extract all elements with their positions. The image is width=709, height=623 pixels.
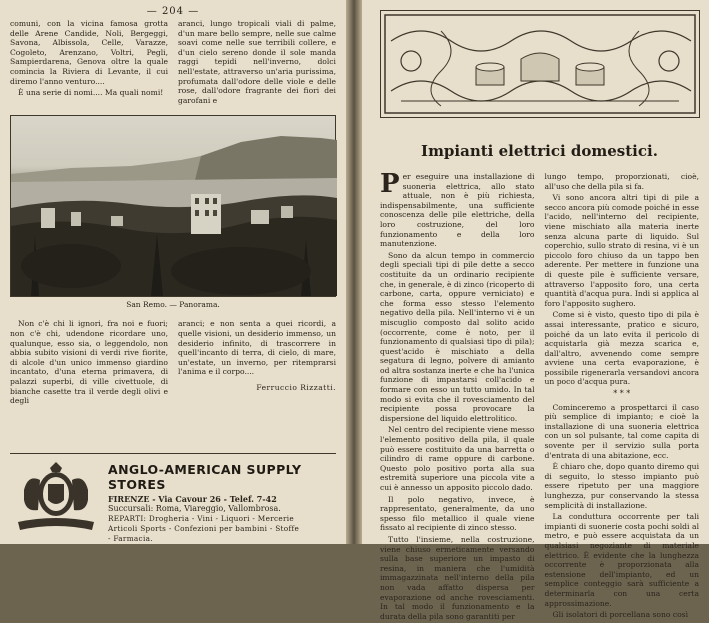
text-column-1 — [10, 319, 168, 407]
paragraph: Tutto l'insieme, nella costruzione, viene chiuso ermeticamente versando sulla base superiore un impasto di resina, in maniera che l'umidità immagazzinata nell'interno della pila non vada affatto dispersa per evaporazione od anche rovesciamenti. In tal modo il funzionamento e la durata della pila sono garantiti per — [380, 534, 535, 621]
paragraph: Come si è visto, questo tipo di pila è assai interessante, pratico e sicuro, poiché da un lato evita il pericolo di acquistarla già mezza scarica e, dall'altro, avvenendo come sempre avviene una certa evaporazione, è possibile rigenerarla versandovi ancora un poco d'acqua pura. — [544, 310, 699, 387]
paragraph: Sono da alcun tempo in commercio degli speciali tipi di pile dette a secco costituite da un ordinario recipiente che, in generale, è di zinco (ricoperto di carbone, carta, oppure verniciato) e che forma esso stesso l'elemento negativo della pila. Nell'interno vi è un miscuglio composto dal solito acido (occorrente, come è noto, per il funzionamento di qualsiasi tipo di pila); quest'acido è mischiato a della segatura di legno, polvere di amianto od altra sostanza inerte e che ha l'unica funzione di impastarsi coll'acido e formare con esso un tutto umido. In tal modo si evita che il rovesciamento del recipiente possa provocare la dispersione del liquido elettrolitico. — [380, 250, 535, 423]
advertisement — [10, 453, 336, 543]
paragraph — [380, 169, 535, 249]
article-title: Impianti elettrici domestici. — [421, 142, 658, 160]
ad-title: ANGLO-AMERICAN SUPPLY STORES — [108, 462, 302, 492]
paragraph: Non c'è chi li ignori, fra noi e fuori; non c'è chi, udendone ricordare uno, qualunque, esso sia, o leggendolo, non abbia subito visioni di verdi rive fiorite, di alcole d'un unico immenso giardino incantato, d'una eterna primavera, di palazzi superbi, di ville civettuole, di bianche casette tra il verde degli olivi e degli — [10, 319, 168, 406]
panorama-illustration — [11, 116, 337, 296]
ad-departments: REPARTI: Drogheria - Vini - Liquori - Mercerie — [108, 514, 295, 523]
paragraph: lungo tempo, proporzionati, cioè, all'uso che della pila si fa. — [544, 172, 699, 191]
paragraph: Il polo negativo, invece, è rappresentato, generalmente, da uno spesso filo metallico il quale viene fissato al recipiente di zinco stesso. — [380, 494, 535, 533]
bottom-text-columns — [10, 319, 336, 407]
left-page — [0, 0, 346, 544]
drop-cap: P — [380, 169, 400, 199]
paragraph: aranci, lungo tropicali viali di palme, d'un mare bello sempre, nelle sue calme soavi come nelle sue terribili collere, e d'un cielo sereno donde il sole manda raggi tepidi nell'inverno, dolci nell'estate, attraverso un'aria purissima, profumata dall'odore delle viole e delle rose, dall'odore fragrante dei fiori dei garofani e — [178, 19, 336, 105]
panorama-photo — [10, 115, 336, 297]
text-column-2 — [178, 319, 336, 407]
book-gutter — [346, 0, 362, 544]
section-divider: * * * — [613, 389, 631, 399]
top-text-columns — [10, 19, 336, 107]
paragraph: Nel centro del recipiente viene messo l'elemento positivo della pila, il quale può essere costituito da una barretta o cilindro di rame oppure di carbone. Questo polo positivo porta alla sua estremità superiore una piccola vite a cui è annesso un apposito piccolo dado. — [380, 425, 535, 492]
text-column-1 — [10, 19, 168, 107]
royal-crest-icon — [10, 460, 102, 534]
paragraph: Gli isolatori di porcellana sono così — [552, 610, 689, 620]
paragraph: La conduttura occorrente per tali impianti di suonerie costa pochi soldi al metro, e può essere acquistata da un qualsiasi negoziante di materiale elettrico. È evidente che la lunghezza occorrente è proporzionata alla estensione dell'impianto, ed un semplice conteggio sarà sufficiente a determinarla con una certa approssimazione. — [544, 512, 699, 608]
paragraph: Cominceremo a prospettarci il caso più semplice di impianto; e cioè la installazione di una suoneria elettrica con un sol pulsante, tal come capita di sovente per il servizio sulla porta d'entrata di una abitazione, ecc. — [544, 402, 699, 460]
right-page — [362, 0, 709, 621]
author-signature: Ferruccio Rizzatti. — [256, 382, 336, 392]
page-number: — 204 — — [146, 6, 200, 17]
paragraph: aranci; e non senta a quei ricordi, a quelle visioni, un desiderio immenso, un desiderio infinito, di trascorrere in quell'incanto di terra, di cielo, di mare, un'estate, un inverno, per ritemprarsi l'anima e il corpo.... — [178, 319, 336, 377]
paragraph: comuni, con la vicina famosa grotta delle Arene Candide, Noli, Bergeggi, Savona, Albissola, Celle, Varazze, Cogoleto, Arenzano, Voltri, Pegli, Sampierdarena, Genova oltre la quale comincia la Riviera di Levante, il cui diremo l'anno venturo.... — [10, 19, 168, 86]
text-column-2 — [178, 19, 336, 107]
text-column-1 — [380, 169, 535, 623]
ad-departments-2: Articoli Sports - Confezioni per bambini - Stoffe — [108, 524, 300, 533]
paragraph-text: er eseguire una installazione di suoneria elettrica, allo stato attuale, non è più richiesta, indispensabilmente, una sufficiente conoscenza delle pile elettriche, della loro costruzione, del loro funzionamento e della loro manutenzione. — [380, 172, 535, 249]
photo-caption: San Remo. — Panorama. — [126, 300, 220, 310]
paragraph: È chiaro che, dopo quanto diremo qui di seguito, lo stesso impianto può essere ripetuto per una maggiore lunghezza, pur conservando la stessa semplicità di installazione. — [544, 462, 699, 510]
paragraph: È una serie di nomi.... Ma quali nomi! — [18, 88, 164, 98]
article-columns — [380, 169, 699, 623]
paragraph: Vi sono ancora altri tipi di pile a secco ancora più comode poiché in esse l'acido, nell'interno del recipiente, viene mischiato alla materia inerte senza alcuna parte di liquido. Sul coperchio, sullo strato di resina, vi è un piccolo foro chiuso da un tappo ben aderente. Per mettere in funzione una di queste pile è sufficiente versare, attraverso l'apposito foro, una certa quantità d'acqua pura. Indi si applica al foro l'apposito sughero. — [544, 193, 699, 308]
text-column-2 — [545, 172, 700, 623]
decorative-header-illustration — [380, 10, 700, 118]
ad-address: FIRENZE - Via Cavour 26 - Telef. 7-42 — [108, 494, 277, 504]
ad-branches: Succursali: Roma, Viareggio, Vallombrosa. — [108, 504, 281, 513]
ad-departments-3: - Farmacia. — [108, 534, 153, 543]
